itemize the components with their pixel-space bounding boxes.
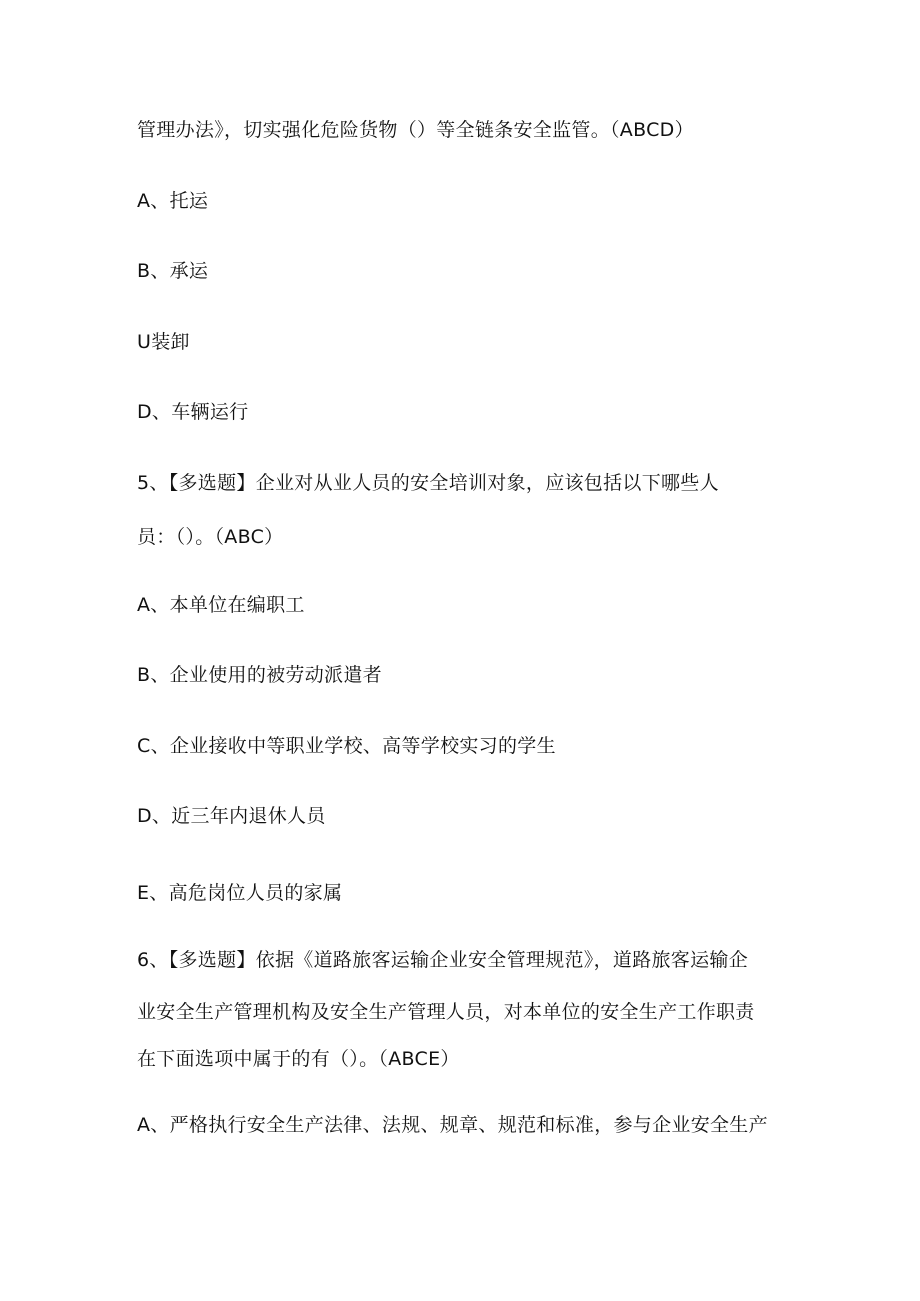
question-5-option-b: B、企业使用的被劳动派遣者: [137, 664, 382, 686]
question-4-option-d: D、车辆运行: [137, 401, 249, 423]
question-5-option-c: C、企业接收中等职业学校、高等学校实习的学生: [137, 735, 556, 757]
question-6-stem-line-3: 在下面选项中属于的有（）。（ABCE）: [137, 1048, 460, 1070]
question-5-stem-line-2: 员：（）。（ABC）: [137, 526, 284, 548]
question-4-option-c: U装卸: [137, 331, 190, 353]
question-5-option-d: D、近三年内退休人员: [137, 805, 326, 827]
question-4-stem-tail: 管理办法》，切实强化危险货物（）等全链条安全监管。（ABCD）: [137, 119, 694, 141]
question-6-stem-line-1: 6、【多选题】依据《道路旅客运输企业安全管理规范》，道路旅客运输企: [137, 949, 748, 971]
question-5-stem-line-1: 5、【多选题】企业对从业人员的安全培训对象，应该包括以下哪些人: [137, 472, 719, 494]
question-4-option-b: B、承运: [137, 260, 209, 282]
question-5-option-e: E、高危岗位人员的家属: [137, 882, 343, 904]
question-4-option-a: A、托运: [137, 190, 209, 212]
question-6-option-a: A、严格执行安全生产法律、法规、规章、规范和标准，参与企业安全生产: [137, 1114, 768, 1136]
question-6-stem-line-2: 业安全生产管理机构及安全生产管理人员，对本单位的安全生产工作职责: [137, 1001, 755, 1023]
question-5-option-a: A、本单位在编职工: [137, 594, 305, 616]
